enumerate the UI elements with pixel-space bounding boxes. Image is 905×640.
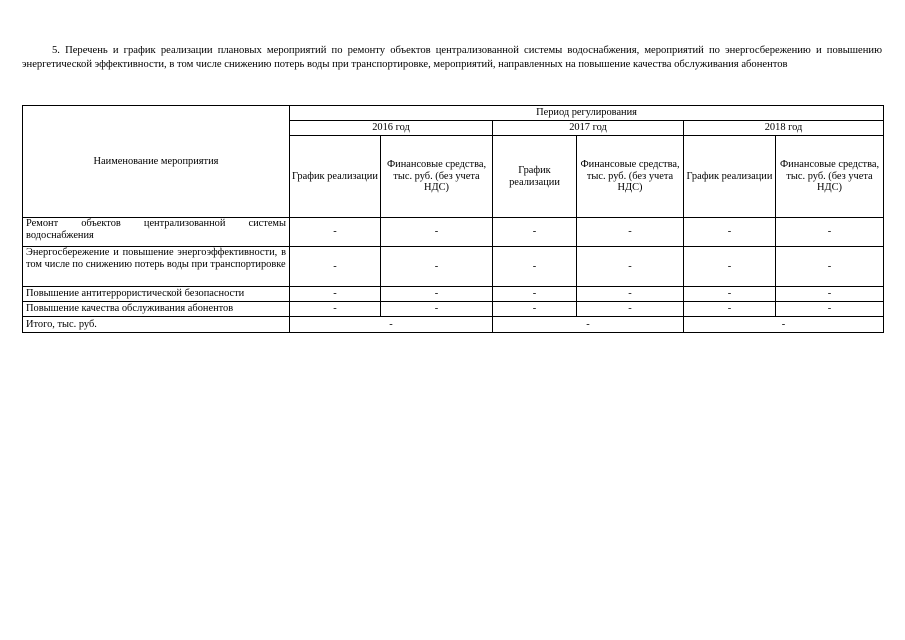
table-cell: - [776, 218, 884, 247]
table-cell: - [290, 287, 381, 302]
section-heading [22, 44, 882, 72]
total-2018: - [684, 317, 884, 333]
table-cell: - [290, 247, 381, 287]
year-header-2017: 2017 год [493, 121, 684, 136]
table-cell: - [493, 287, 577, 302]
table-cell: - [381, 302, 493, 317]
table-cell: - [684, 302, 776, 317]
table-cell: - [381, 218, 493, 247]
table-cell: - [684, 247, 776, 287]
total-2016: - [290, 317, 493, 333]
table-cell: - [493, 302, 577, 317]
table-row [23, 218, 884, 247]
table-cell: - [776, 287, 884, 302]
table-row [23, 287, 884, 302]
total-2017: - [493, 317, 684, 333]
row-name: Ремонт объектов централизованной системы водоснабжения [23, 218, 290, 247]
table-cell: - [577, 287, 684, 302]
row-name: Повышение антитеррористической безопасности [23, 287, 290, 302]
subheader-schedule-2016: График реализации [290, 136, 381, 218]
subheader-schedule-2018: График реализации [684, 136, 776, 218]
table-cell: - [776, 302, 884, 317]
column-header-period: Период регулирования [290, 106, 884, 121]
subheader-finance-2016: Финансовые средства, тыс. руб. (без учета НДС) [381, 136, 493, 218]
table-cell: - [381, 247, 493, 287]
table-cell: - [684, 218, 776, 247]
subheader-schedule-2017: График реализации [493, 136, 577, 218]
table-cell: - [684, 287, 776, 302]
table-cell: - [776, 247, 884, 287]
subheader-finance-2017: Финансовые средства, тыс. руб. (без учета НДС) [577, 136, 684, 218]
table-cell: - [577, 218, 684, 247]
table-cell: - [493, 247, 577, 287]
total-row [23, 317, 884, 333]
total-label: Итого, тыс. руб. [23, 317, 290, 333]
table-cell: - [493, 218, 577, 247]
year-header-2018: 2018 год [684, 121, 884, 136]
table-cell: - [290, 302, 381, 317]
subheader-finance-2018: Финансовые средства, тыс. руб. (без учета НДС) [776, 136, 884, 218]
row-name: Повышение качества обслуживания абонентов [23, 302, 290, 317]
table-cell: - [577, 247, 684, 287]
table-row [23, 247, 884, 287]
section-heading-text: 5. Перечень и график реализации плановых мероприятий по ремонту объектов централизованной системы водоснабжения, мероприятий по энергосбережению и повышению энергетической эффективности, в том числе снижению потерь воды при транспортировке, мероприятий, направленных на повышение качества обслуживания абонентов [22, 45, 882, 70]
row-name: Энергосбережение и повышение энергоэффективности, в том числе по снижению потерь воды при транспортировке [23, 247, 290, 287]
table-cell: - [290, 218, 381, 247]
column-header-name: Наименование мероприятия [23, 106, 290, 218]
measures-table [22, 105, 884, 333]
table-cell: - [381, 287, 493, 302]
table-cell: - [577, 302, 684, 317]
year-header-2016: 2016 год [290, 121, 493, 136]
table-row [23, 302, 884, 317]
header-row-period [23, 106, 884, 121]
